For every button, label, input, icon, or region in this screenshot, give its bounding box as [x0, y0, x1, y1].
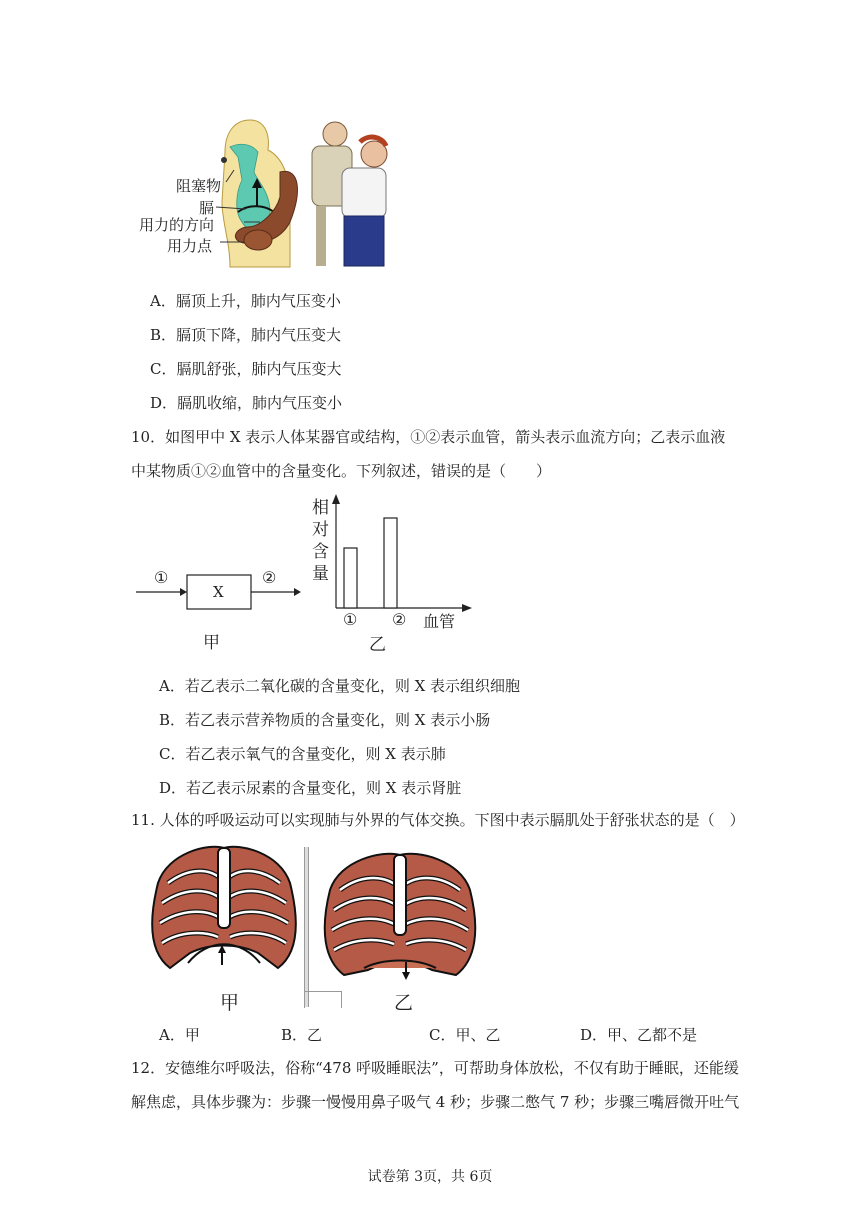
chart-ylabel-char: 对 [312, 520, 329, 540]
q10-stem-line1: 10．如图甲中 X 表示人体某器官或结构，①②表示血管，箭头表示血流方向；乙表示血液 [131, 428, 726, 446]
figure-label-obstruction: 阻塞物 [176, 177, 222, 195]
figure-label-force-direction: 用力的方向 [139, 216, 215, 234]
q9-option-b: B．膈顶下降，肺内气压变大 [150, 326, 342, 344]
chart-xlabel: 血管 [423, 612, 456, 631]
chart-ylabel [312, 497, 332, 585]
figure-label-diaphragm: 膈 [199, 199, 215, 217]
chart-ylabel-char: 量 [312, 564, 329, 584]
chart-ylabel-char: 相 [312, 498, 329, 518]
q10-option-b: B．若乙表示营养物质的含量变化，则 X 表示小肠 [159, 711, 491, 729]
chart-ylabel-char: 含 [312, 542, 329, 562]
diagram-jia-caption: 甲 [203, 633, 220, 653]
q12-line2: 解焦虑，具体步骤为：步骤一慢慢用鼻子吸气 4 秒；步骤二憋气 7 秒；步骤三嘴唇微开吐气 [131, 1093, 740, 1111]
diagram-jia-out-label: ② [262, 568, 277, 587]
q10-stem-line2: 中某物质①②血管中的含量变化。下列叙述，错误的是（ ） [131, 462, 552, 480]
ribcage-caption-jia: 甲 [220, 992, 240, 1014]
ribcage-caption-yi: 乙 [394, 992, 414, 1014]
q12-line1: 12．安德维尔呼吸法，俗称“478 呼吸睡眠法”，可帮助身体放松，不仅有助于睡眠，还能缓 [131, 1059, 739, 1077]
q11-option-c: C．甲、乙 [429, 1026, 501, 1044]
q9-option-c: C．膈肌舒张，肺内气压变大 [150, 360, 342, 378]
divider-line [304, 847, 309, 1007]
ribcage-yi [320, 850, 480, 990]
chart-bar [384, 518, 397, 608]
q9-option-a: A．膈顶上升，肺内气压变小 [150, 292, 341, 310]
q11-option-b: B．乙 [281, 1026, 323, 1044]
q11-stem: 11. 人体的呼吸运动可以实现肺与外界的气体交换。下图中表示膈肌处于舒张状态的是（ ） [131, 811, 745, 829]
q10-option-a: A．若乙表示二氧化碳的含量变化，则 X 表示组织细胞 [159, 677, 521, 695]
q11-option-d: D．甲、乙都不是 [580, 1026, 698, 1044]
chart-tick-label: ① [343, 610, 358, 629]
chart-tick-label: ② [392, 610, 407, 629]
page-footer: 试卷第 3页，共 6页 [367, 1169, 493, 1185]
small-bracket [304, 991, 342, 1008]
q10-option-d: D．若乙表示尿素的含量变化，则 X 表示肾脏 [159, 779, 462, 797]
figure-label-force-point: 用力点 [167, 237, 213, 255]
ribcage-jia [148, 843, 300, 993]
q10-option-c: C．若乙表示氧气的含量变化，则 X 表示肺 [159, 745, 446, 763]
q11-option-a: A．甲 [159, 1026, 200, 1044]
diagram-jia-in-label: ① [154, 568, 169, 587]
q9-option-d: D．膈肌收缩，肺内气压变小 [150, 394, 343, 412]
diagram-jia-box-label: X [213, 583, 224, 601]
chart-bar [344, 548, 357, 608]
chart-caption: 乙 [369, 635, 386, 655]
